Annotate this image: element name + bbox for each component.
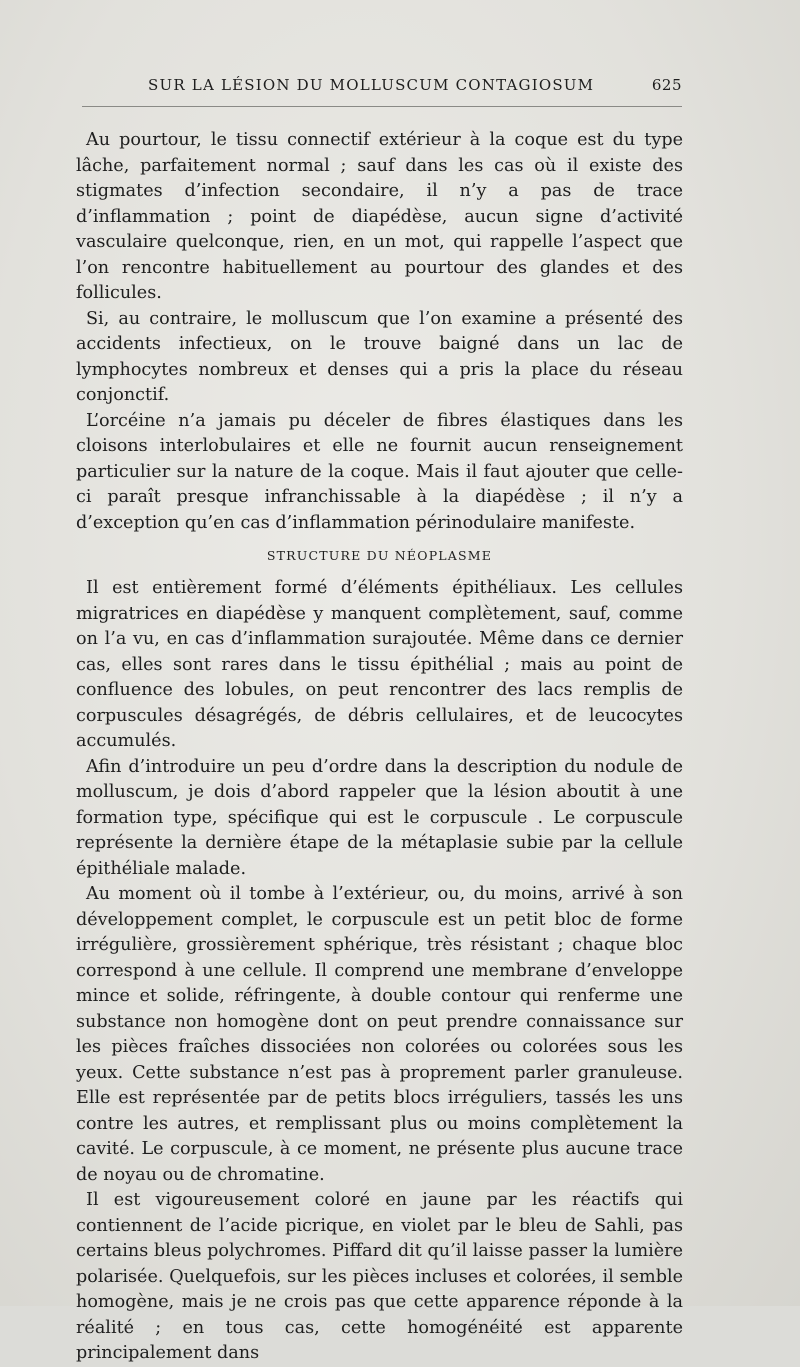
running-title: SUR LA LÉSION DU MOLLUSCUM CONTAGIOSUM	[148, 76, 595, 94]
paragraph: Il est entièrement formé d’éléments épithéliaux. Les cellules migratrices en diapédèse y manquent complètement, sauf, comme on l’a vu, en cas d’inflammation surajoutée. Même dans ce dernier cas, elles sont rares dans le tissu épithélial ; mais au point de confluence des lobules, on peut rencontrer des lacs remplis de corpuscules désagrégés, de débris cellulaires, et de leucocytes accumulés.	[76, 578, 683, 751]
paragraph: Il est vigoureusement coloré en jaune par les réactifs qui contiennent de l’acide picrique, en violet par le bleu de Sahli, pas certains bleus polychromes. Piffard dit qu’il laisse passer la lumière polarisée. Quelquefois, sur les pièces incluses et colorées, il semble homogène, mais je ne crois pas que cette apparence réponde à la réalité ; en tous cas, cette homogénéité est apparente principalement dans	[76, 1190, 683, 1363]
paragraph: Afin d’introduire un peu d’ordre dans la description du nodule de molluscum, je dois d’abord rappeler que la lésion aboutit à une formation type, spécifique qui est le corpuscule . Le corpuscule représente la dernière étape de la métaplasie subie par la cellule épithéliale malade.	[76, 756, 683, 879]
paragraph: Au moment où il tombe à l’extérieur, ou, du moins, arrivé à son développement complet, le corpuscule est un petit bloc de forme irrégulière, grossièrement sphérique, très résistant ; chaque bloc correspond à une cellule. Il comprend une membrane d’enveloppe mince et solide, réfringente, à double contour qui renferme une substance non homogène dont on peut prendre connaissance sur les pièces fraîches dissociées non colorées ou colorées sous les yeux. Cette substance n’est pas à proprement parler granuleuse. Elle est représentée par de petits blocs irréguliers, tassés les uns contre les autres, et remplissant plus ou moins complètement la cavité. Le corpuscule, à ce moment, ne présente plus aucune trace de noyau ou de chromatine.	[76, 884, 683, 1185]
page-number: 625	[651, 76, 682, 94]
paragraph: Si, au contraire, le molluscum que l’on examine a présenté des accidents infectieux, on le trouve baigné dans un lac de lymphocytes nombreux et denses qui a pris la place du réseau conjonctif.	[76, 308, 683, 405]
paragraph: Au pourtour, le tissu connectif extérieur à la coque est du type lâche, parfaitement normal ; sauf dans les cas où il existe des stigmates d’infection secondaire, il n’y a pas de trace d’inflammation ; point de diapédèse, aucun signe d’activité vasculaire quelconque, rien, en un mot, qui rappelle l’aspect que l’on rencontre habituellement au pourtour des glandes et des follicules.	[76, 130, 683, 303]
header-rule	[82, 106, 682, 107]
section-heading: STRUCTURE DU NÉOPLASME	[266, 548, 493, 563]
body-text	[76, 128, 683, 1367]
paragraph: L’orcéine n’a jamais pu déceler de fibres élastiques dans les cloisons interlobulaires et elle ne fournit aucun renseignement particulier sur la nature de la coque. Mais il faut ajouter que celle-ci paraît presque infranchissable à la diapédèse ; il n’y a d’exception qu’en cas d’inflammation périnodulaire manifeste.	[76, 410, 683, 533]
